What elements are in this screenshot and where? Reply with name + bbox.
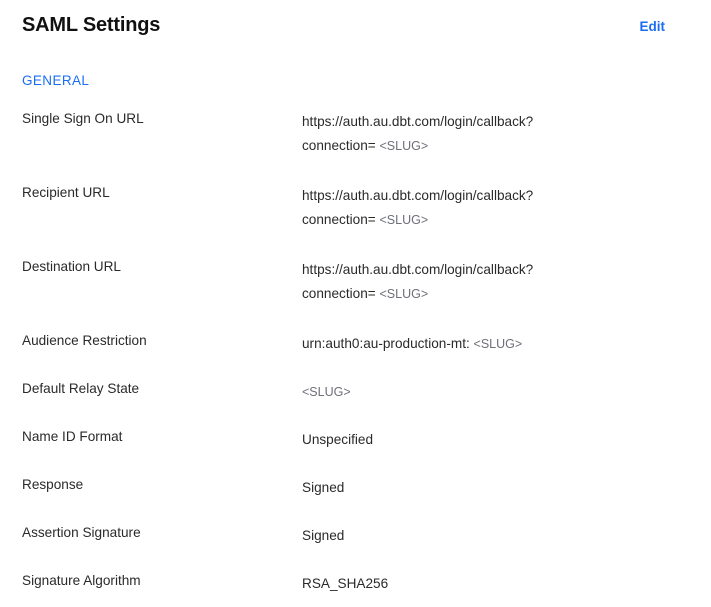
setting-label: Name ID Format — [22, 429, 123, 444]
setting-value-slug: <SLUG> — [379, 287, 429, 301]
setting-value-slug: <SLUG> — [379, 139, 429, 153]
setting-label: Single Sign On URL — [22, 111, 144, 126]
setting-label: Recipient URL — [22, 185, 110, 200]
setting-row-recipient-url — [22, 184, 689, 232]
setting-value: Signed — [302, 528, 345, 543]
setting-value — [302, 110, 533, 158]
setting-value-line-1: https://auth.au.dbt.com/login/callback? — [302, 114, 534, 129]
setting-value-slug: <SLUG> — [379, 213, 429, 227]
setting-row-assertion-signature — [22, 524, 689, 548]
setting-value-line-1: https://auth.au.dbt.com/login/callback? — [302, 188, 534, 203]
setting-value: Unspecified — [302, 432, 374, 447]
setting-value-line-2: connection= — [302, 138, 376, 153]
setting-label: Response — [22, 477, 84, 492]
edit-button[interactable]: Edit — [639, 19, 665, 34]
setting-row-name-id-format — [22, 428, 689, 452]
setting-value-slug: <SLUG> — [302, 385, 351, 399]
setting-value-line-1: https://auth.au.dbt.com/login/callback? — [302, 262, 534, 277]
setting-value — [302, 380, 351, 404]
setting-label: Audience Restriction — [22, 333, 147, 348]
setting-value-line-1: urn:auth0:au-production-mt: — [302, 336, 470, 351]
setting-value: RSA_SHA256 — [302, 576, 389, 591]
setting-label: Signature Algorithm — [22, 573, 141, 588]
section-heading-general: GENERAL — [22, 73, 90, 88]
setting-value-line-2: connection= — [302, 212, 376, 227]
setting-row-default-relay-state — [22, 380, 689, 404]
setting-value — [302, 184, 533, 232]
page-title: SAML Settings — [22, 14, 161, 36]
setting-row-single-sign-on-url — [22, 110, 689, 158]
setting-value-line-2: connection= — [302, 286, 376, 301]
setting-row-response — [22, 476, 689, 500]
setting-value — [302, 258, 533, 306]
setting-value-slug: <SLUG> — [473, 337, 523, 351]
setting-row-signature-algorithm — [22, 572, 689, 596]
setting-label: Assertion Signature — [22, 525, 141, 540]
setting-row-audience-restriction — [22, 332, 689, 356]
setting-label: Destination URL — [22, 259, 121, 274]
setting-row-destination-url — [22, 258, 689, 306]
settings-list — [22, 110, 689, 596]
setting-label: Default Relay State — [22, 381, 140, 396]
page-header — [22, 0, 689, 37]
setting-value — [302, 332, 522, 356]
setting-value: Signed — [302, 480, 345, 495]
